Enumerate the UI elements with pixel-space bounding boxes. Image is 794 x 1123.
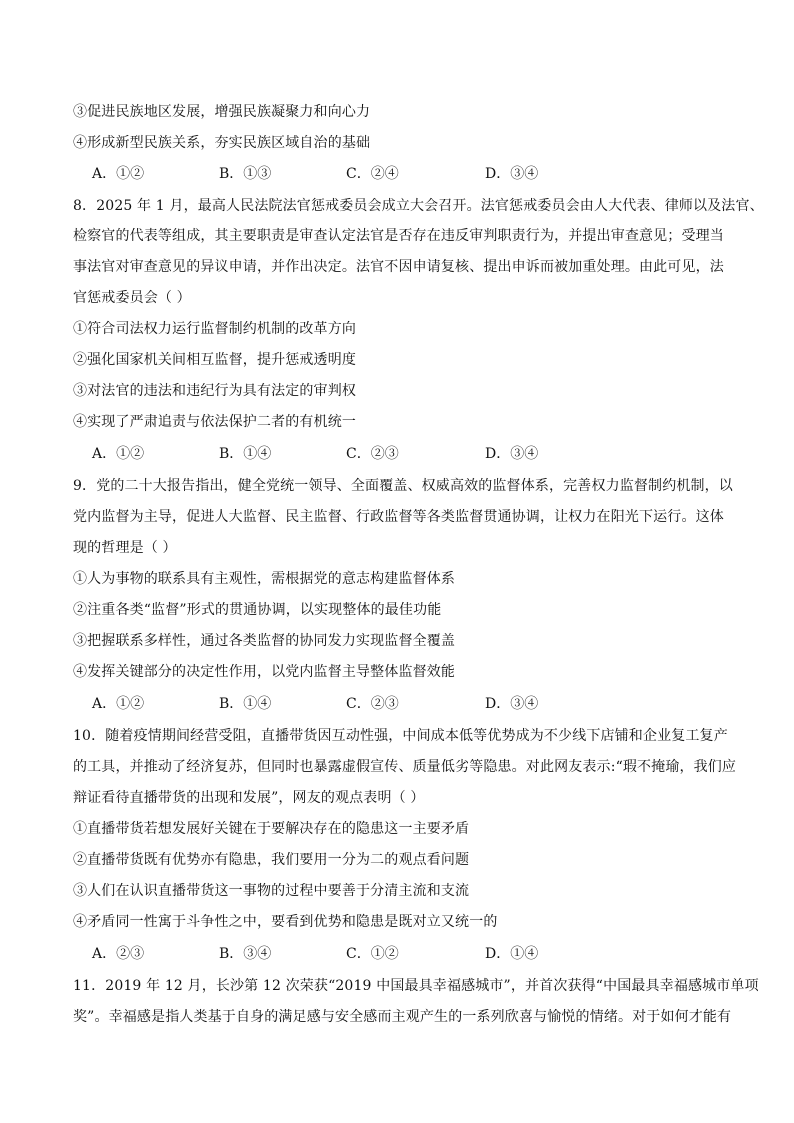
q8-statement-4: ④实现了严肃追责与依法保护二者的有机统一 (73, 414, 356, 430)
q7-statement-3: ③促进民族地区发展，增强民族凝聚力和向心力 (73, 104, 371, 120)
q10-option-b[interactable]: B．③④ (219, 946, 272, 962)
q8-statement-1: ①符合司法权力运行监督制约机制的改革方向 (73, 321, 356, 337)
q8-options (92, 444, 692, 464)
q8-statement-3: ③对法官的违法和违纪行为具有法定的审判权 (73, 383, 356, 399)
q10-stem-line-2: 的工具，并推动了经济复苏，但同时也暴露虚假宣传、质量低劣等隐患。对此网友表示:“瑕不掩瑜，我们应 (73, 759, 737, 775)
q8-option-b[interactable]: B．①④ (219, 446, 272, 462)
q9-statement-1: ①人为事物的联系具有主观性，需根据党的意志构建监督体系 (73, 571, 456, 587)
q9-stem-line-3: 现的哲理是（ ） (73, 540, 177, 556)
q10-option-a[interactable]: A．②③ (92, 946, 145, 962)
q9-statement-3: ③把握联系多样性，通过各类监督的协同发力实现监督全覆盖 (73, 633, 456, 649)
q10-statement-3: ③人们在认识直播带货这一事物的过程中要善于分清主流和支流 (73, 883, 470, 899)
q7-statement-4: ④形成新型民族关系，夯实民族区域自治的基础 (73, 135, 371, 151)
q8-stem-line-3: 事法官对审查意见的异议申请，并作出决定。法官不因申请复核、提出申诉而被加重处理。由此可见，法 (73, 259, 724, 275)
q9-statement-4: ④发挥关键部分的决定性作用，以党内监督主导整体监督效能 (73, 664, 456, 680)
q10-statement-1: ①直播带货若想发展好关键在于要解决存在的隐患这一主要矛盾 (73, 821, 470, 837)
q9-option-b[interactable]: B．①④ (219, 696, 272, 712)
q7-options (92, 164, 692, 184)
q10-option-d[interactable]: D．①④ (485, 946, 539, 962)
q11-stem-line-1: 11．2019 年 12 月，长沙第 12 次荣获“2019 中国最具幸福感城市”，并首次获得“中国最具幸福感城市单项 (73, 978, 759, 994)
q10-options (92, 944, 692, 964)
q9-stem-line-1: 9．党的二十大报告指出，健全党统一领导、全面覆盖、权威高效的监督体系，完善权力监督制约机制，以 (73, 478, 733, 494)
q9-option-d[interactable]: D．③④ (485, 696, 539, 712)
q8-statement-2: ②强化国家机关间相互监督，提升惩戒透明度 (73, 352, 356, 368)
q8-option-c[interactable]: C．②③ (346, 446, 399, 462)
q8-option-a[interactable]: A．①② (92, 446, 145, 462)
q10-statement-2: ②直播带货既有优势亦有隐患，我们要用一分为二的观点看问题 (73, 852, 470, 868)
q9-statement-2: ②注重各类“监督”形式的贯通协调，以实现整体的最佳功能 (73, 602, 442, 618)
q10-statement-4: ④矛盾同一性寓于斗争性之中，要看到优势和隐患是既对立又统一的 (73, 914, 498, 930)
q7-option-d[interactable]: D．③④ (485, 166, 539, 182)
q10-stem-line-1: 10．随着疫情期间经营受阻，直播带货因互动性强，中间成本低等优势成为不少线下店铺和企业复工复产 (73, 728, 728, 744)
q9-stem-line-2: 党内监督为主导，促进人大监督、民主监督、行政监督等各类监督贯通协调，让权力在阳光下运行。这体 (73, 509, 724, 525)
q8-stem-line-4: 官惩戒委员会（ ） (73, 290, 191, 306)
q10-option-c[interactable]: C．①② (346, 946, 399, 962)
q8-option-d[interactable]: D．③④ (485, 446, 539, 462)
q7-option-c[interactable]: C．②④ (346, 166, 399, 182)
q8-stem-line-1: 8．2025 年 1 月，最高人民法院法官惩戒委员会成立大会召开。法官惩戒委员会由人大代表、律师以及法官、 (73, 198, 764, 214)
q10-stem-line-3: 辩证看待直播带货的出现和发展”，网友的观点表明（ ） (73, 790, 425, 806)
q11-stem-line-2: 奖”。幸福感是指人类基于自身的满足感与安全感而主观产生的一系列欣喜与愉悦的情绪。对于如何才能有 (73, 1009, 732, 1025)
q9-options (92, 694, 692, 714)
q9-option-a[interactable]: A．①② (92, 696, 145, 712)
q7-option-b[interactable]: B．①③ (219, 166, 272, 182)
q8-stem-line-2: 检察官的代表等组成，其主要职责是审查认定法官是否存在违反审判职责行为，并提出审查意见；受理当 (73, 228, 724, 244)
q9-option-c[interactable]: C．②③ (346, 696, 399, 712)
q7-option-a[interactable]: A．①② (92, 166, 145, 182)
